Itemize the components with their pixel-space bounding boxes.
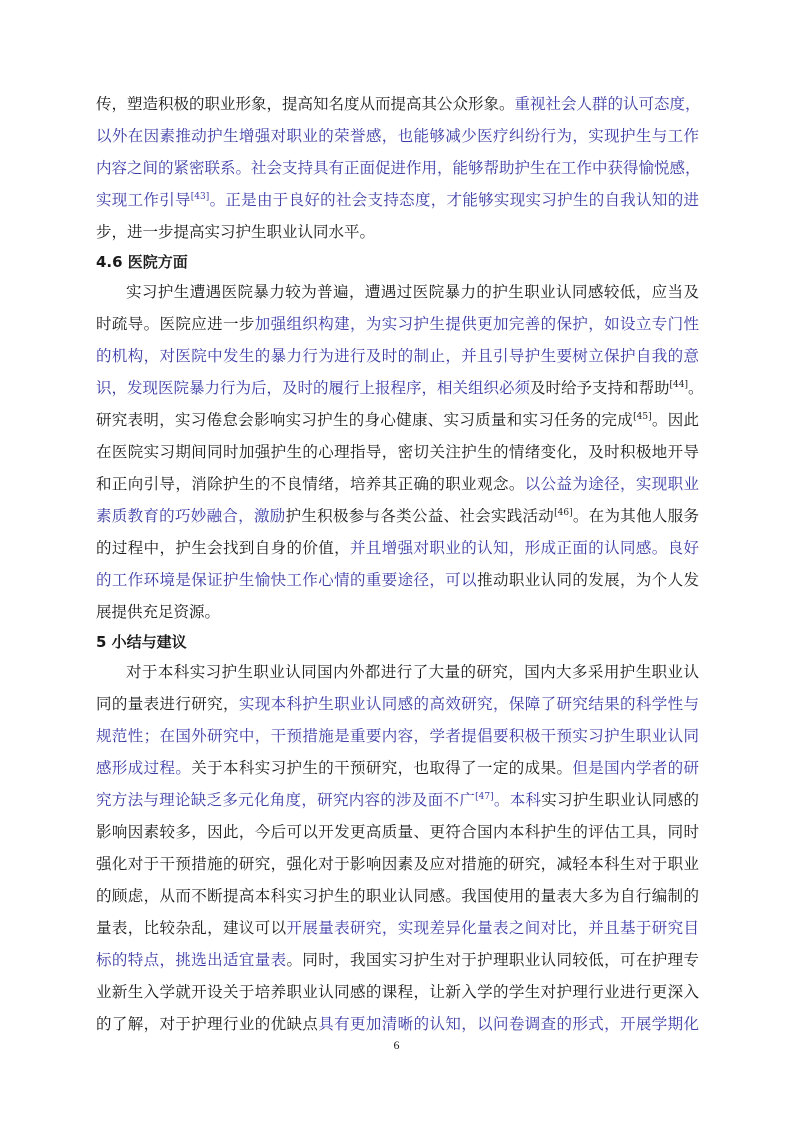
text-line: 的了解，对于护理行业的优缺点具有更加清晰的认知，以问卷调查的形式，开展学期化	[96, 1015, 699, 1033]
section-heading-4-6: 4.6 医院方面	[96, 253, 188, 271]
text-line: 感形成过程。关于本科实习护生的干预研究，也取得了一定的成果。但是国内学者的研	[96, 759, 699, 777]
citation-ref: [46]	[554, 507, 573, 518]
citation-ref: [45]	[633, 411, 652, 422]
text-line: 规范性；在国外研究中，干预措施是重要内容，学者提倡要积极干预实习护生职业认同	[96, 727, 699, 745]
text-line: 的过程中，护生会找到自身的价值，并且增强对职业的认知，形成正面的认同感。良好	[96, 539, 699, 557]
text-line: 识，发现医院暴力行为后，及时的履行上报程序，相关组织必须及时给予支持和帮助[44]。	[96, 379, 704, 397]
text-line: 的工作环境是保证护生愉快工作心情的重要途径，可以推动职业认同的发展，为个人发	[96, 571, 699, 589]
text-line: 的机构，对医院中发生的暴力行为进行及时的制止，并且引导护生要树立保护自我的意	[96, 347, 699, 365]
text-line: 步，进一步提高实习护生职业认同水平。	[96, 223, 376, 241]
text-line: 对于本科实习护生职业认同国内外都进行了大量的研究，国内大多采用护生职业认	[126, 663, 699, 681]
text-line: 实现工作引导[43]。正是由于良好的社会支持态度，才能够实现实习护生的自我认知的进	[96, 191, 699, 209]
section-heading-5: 5 小结与建议	[96, 633, 187, 651]
citation-ref: [43]	[190, 191, 210, 202]
text-line: 内容之间的紧密联系。社会支持具有正面促进作用，能够帮助护生在工作中获得愉悦感，	[96, 159, 701, 177]
text-line: 传，塑造积极的职业形象，提高知名度从而提高其公众形象。重视社会人群的认可态度，	[96, 95, 701, 113]
text-line: 影响因素较多，因此，今后可以开发更高质量、更符合国内本科护生的评估工具，同时	[96, 823, 699, 841]
text-line: 同的量表进行研究，实现本科护生职业认同感的高效研究，保障了研究结果的科学性与	[96, 695, 699, 713]
text-line: 展提供充足资源。	[96, 603, 221, 621]
text-line: 研究表明，实习倦怠会影响实习护生的身心健康、实习质量和实习任务的完成[45]。因此	[96, 411, 699, 429]
text-line: 在医院实习期间同时加强护生的心理指导，密切关注护生的情绪变化，及时积极地开导	[96, 443, 699, 461]
text-line: 业新生入学就开设关于培养职业认同感的课程，让新入学的学生对护理行业进行更深入	[96, 983, 699, 1001]
text-line: 实习护生遭遇医院暴力较为普遍，遭遇过医院暴力的护生职业认同感较低，应当及	[126, 283, 699, 301]
citation-ref: [47]	[475, 791, 494, 802]
page-number: 6	[393, 1038, 400, 1052]
text-line: 强化对于干预措施的研究，强化对于影响因素及应对措施的研究，减轻本科生对于职业	[96, 855, 699, 873]
citation-ref: [44]	[669, 379, 689, 390]
text-line: 素质教育的巧妙融合，激励护生积极参与各类公益、社会实践活动[46]。在为其他人服务	[96, 507, 699, 525]
text-line: 的顾虑，从而不断提高本科实习护生的职业认同感。我国使用的量表大多为自行编制的	[96, 887, 699, 905]
text-line: 和正向引导，消除护生的不良情绪，培养其正确的职业观念。以公益为途径，实现职业	[96, 475, 699, 493]
text-line: 量表，比较杂乱，建议可以开展量表研究，实现差异化量表之间对比，并且基于研究目	[96, 919, 699, 937]
text-line: 标的特点，挑选出适宜量表。同时，我国实习护生对于护理职业认同较低，可在护理专	[96, 951, 699, 969]
text-line: 时疏导。医院应进一步加强组织构建，为实习护生提供更加完善的保护，如设立专门性	[96, 315, 699, 333]
text-line: 究方法与理论缺乏多元化角度，研究内容的涉及面不广[47]。本科实习护生职业认同感的	[96, 791, 699, 809]
text-line: 以外在因素推动护生增强对职业的荣誉感，也能够减少医疗纠纷行为，实现护生与工作	[96, 127, 699, 145]
